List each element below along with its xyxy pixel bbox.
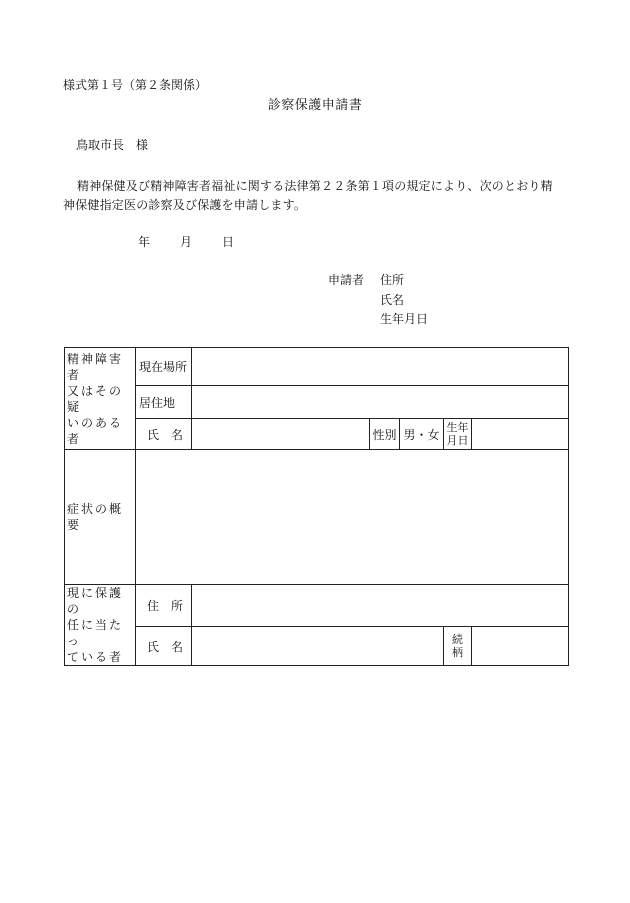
applicant-birth-label: 生年月日: [380, 312, 429, 326]
current-location-field[interactable]: [192, 348, 569, 386]
addressee: 鳥取市長 様: [76, 138, 149, 152]
applicant-address-label: 住所: [380, 273, 405, 287]
gender-options[interactable]: 男・女: [400, 419, 444, 450]
current-location-label: 現在場所: [136, 348, 192, 386]
guardian-name-label: 氏 名: [136, 627, 192, 666]
symptoms-field[interactable]: [136, 450, 569, 585]
symptoms-label: 症状の概要: [65, 450, 136, 585]
patient-group-label: 精神障害者 又はその疑 いのある者: [65, 348, 136, 450]
body-paragraph-line2: 神保健指定医の診察及び保護を申請します。: [63, 198, 307, 212]
body-paragraph-line1: 精神保健及び精神障害者福祉に関する法律第２２条第１項の規定により、次のとおり精: [77, 179, 553, 193]
residence-field[interactable]: [192, 386, 569, 419]
date-line: [138, 236, 234, 248]
application-table: [64, 347, 569, 666]
guardian-address-label: 住 所: [136, 585, 192, 627]
applicant-name-label: 氏名: [380, 293, 405, 307]
guardian-group-label: 現に保護の 任に当たっ ている者: [65, 585, 136, 666]
date-year: 年: [138, 235, 151, 249]
relation-field[interactable]: [472, 627, 569, 666]
birth-date-label: 生年 月日: [444, 419, 472, 450]
applicant-label: 申請者: [328, 273, 365, 287]
guardian-address-field[interactable]: [192, 585, 569, 627]
date-month: 月: [180, 235, 193, 249]
date-day: 日: [222, 235, 235, 249]
form-number: 様式第１号（第２条関係）: [63, 78, 208, 92]
guardian-name-field[interactable]: [192, 627, 444, 666]
birth-date-field[interactable]: [472, 419, 569, 450]
document-title: 診察保護申請書: [267, 98, 363, 113]
gender-label: 性別: [370, 419, 400, 450]
patient-name-label: 氏 名: [136, 419, 192, 450]
patient-name-field[interactable]: [192, 419, 370, 450]
relation-label: 続 柄: [444, 627, 472, 666]
residence-label: 居住地: [136, 386, 192, 419]
